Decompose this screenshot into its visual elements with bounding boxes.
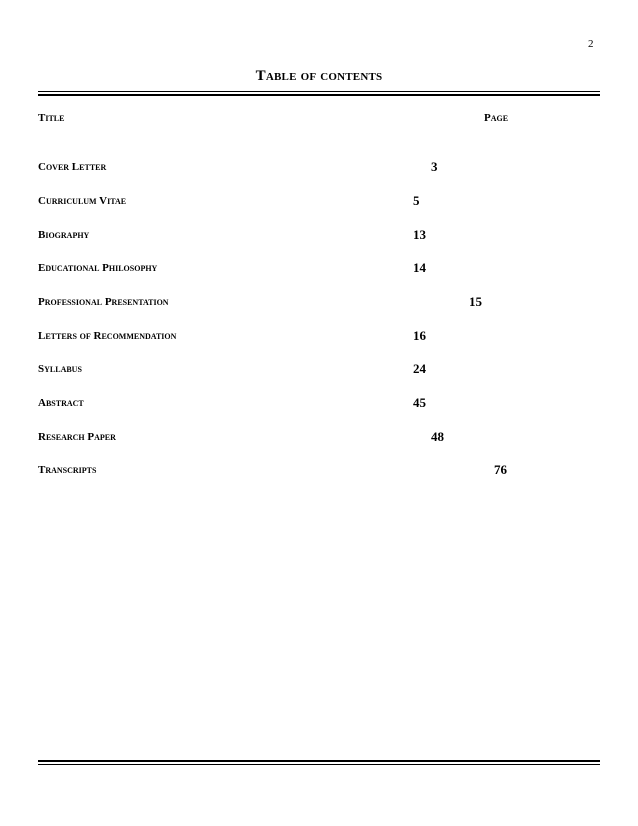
toc-entry-page: 13 xyxy=(413,227,426,242)
toc-entry-label: Letters of Recommendation xyxy=(38,330,177,342)
toc-entry-label: Cover Letter xyxy=(38,161,107,173)
page-title: Table of contents xyxy=(255,68,383,84)
bottom-rule-thick xyxy=(38,760,600,762)
toc-entry-label: Curriculum Vitae xyxy=(38,195,127,207)
toc-entry-page: 3 xyxy=(431,159,438,174)
top-rule-thick xyxy=(38,94,600,96)
toc-entry-page: 76 xyxy=(494,462,507,477)
top-rule-thin xyxy=(38,91,600,92)
toc-entry-page: 24 xyxy=(413,361,426,376)
toc-entry-page: 15 xyxy=(469,294,482,309)
toc-entry-page: 48 xyxy=(431,429,444,444)
bottom-rule-thin xyxy=(38,764,600,765)
page-number: 2 xyxy=(588,38,594,50)
page-column-header: Page xyxy=(484,112,509,124)
toc-entry-label: Abstract xyxy=(38,397,84,409)
title-column-header: Title xyxy=(38,112,65,124)
toc-entry-label: Educational Philosophy xyxy=(38,262,158,274)
toc-entry-page: 16 xyxy=(413,328,426,343)
toc-entry-page: 45 xyxy=(413,395,426,410)
toc-entry-label: Research Paper xyxy=(38,431,116,443)
toc-entry-label: Transcripts xyxy=(38,464,97,476)
toc-entry-page: 14 xyxy=(413,260,426,275)
toc-entry-label: Syllabus xyxy=(38,363,82,375)
toc-entry-page: 5 xyxy=(413,193,420,208)
toc-entry-label: Biography xyxy=(38,229,90,241)
toc-entry-label: Professional Presentation xyxy=(38,296,169,308)
